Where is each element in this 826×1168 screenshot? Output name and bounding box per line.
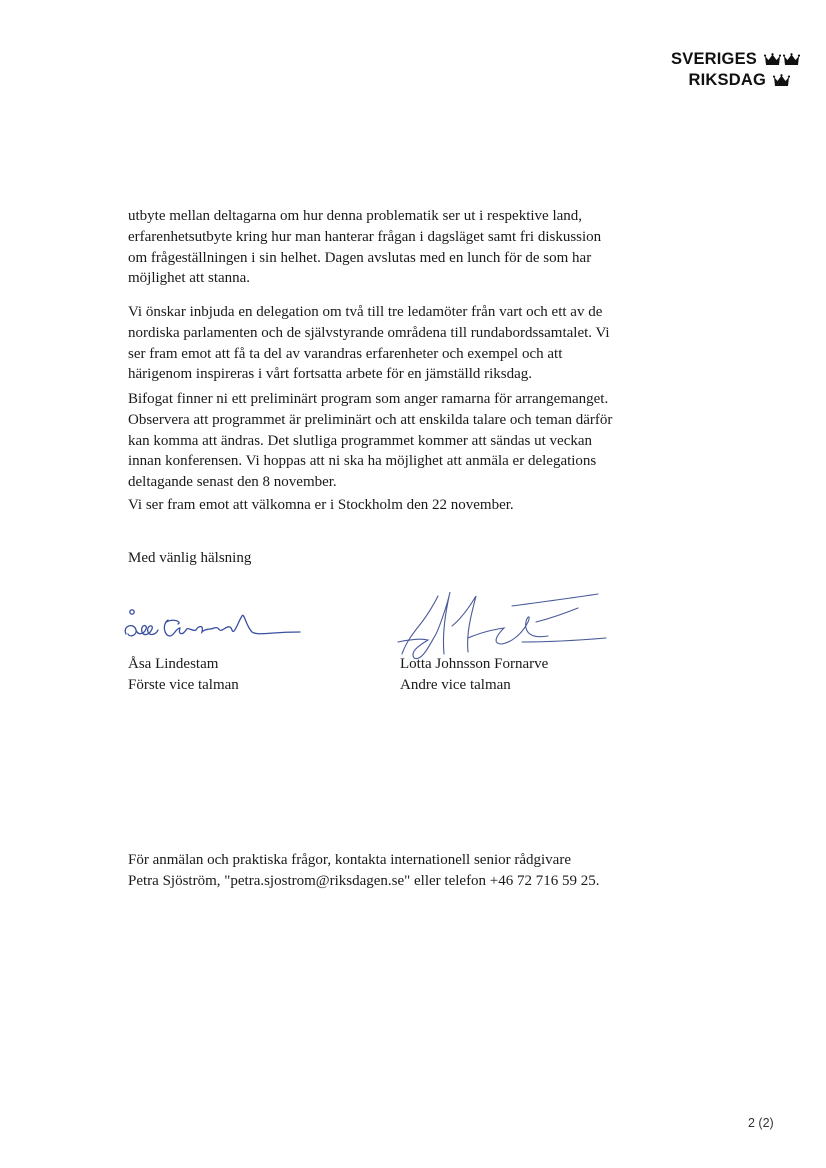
logo-line-1 bbox=[671, 50, 800, 69]
text-line: om frågeställningen i sin helhet. Dagen avslutas med en lunch för de som har bbox=[128, 249, 592, 266]
closing-greeting bbox=[128, 548, 668, 569]
signature-asa-lindestam bbox=[118, 602, 308, 652]
text-line: ser fram emot att få ta del av varandras erfarenheter och exempel och att bbox=[128, 345, 563, 362]
logo-text-sveriges: SVERIGES bbox=[671, 50, 757, 68]
page-number: 2 (2) bbox=[748, 1116, 774, 1130]
text-line: utbyte mellan deltagarna om hur denna problematik ser ut i respektive land, bbox=[128, 208, 583, 224]
text-line: Observera att programmet är preliminärt och att enskilda talare och teman därför bbox=[128, 411, 613, 428]
contact-line-1: För anmälan och praktiska frågor, kontakta internationell senior rådgivare bbox=[128, 852, 571, 868]
text-line: möjlighet att stanna. bbox=[128, 270, 251, 287]
closing-text: Med vänlig hälsning bbox=[128, 550, 252, 566]
paragraph-2 bbox=[128, 302, 668, 385]
crown-icon bbox=[764, 53, 781, 67]
text-line: Vi ser fram emot att välkomna er i Stockholm den 22 november. bbox=[128, 497, 514, 513]
contact-line-2: Petra Sjöström, "petra.sjostrom@riksdagen.se" eller telefon +46 72 716 59 25. bbox=[128, 872, 600, 889]
text-line: kan komma att ändras. Det slutliga programmet kommer att sändas ut veckan bbox=[128, 432, 593, 449]
text-line: erfarenhetsutbyte kring hur man hanterar frågan i dagsläget samt fri diskussion bbox=[128, 228, 602, 245]
paragraph-4 bbox=[128, 495, 668, 516]
text-line: härigenom inspireras i vårt fortsatta arbete för en jämställd riksdag. bbox=[128, 366, 533, 383]
paragraph-1 bbox=[128, 206, 668, 289]
signatory-2 bbox=[400, 654, 548, 696]
text-line: deltagande senast den 8 november. bbox=[128, 474, 337, 491]
signatory-1 bbox=[128, 654, 239, 696]
contact-info bbox=[128, 850, 600, 892]
text-line: Bifogat finner ni ett preliminärt program som anger ramarna för arrangemanget. bbox=[128, 391, 609, 407]
text-line: nordiska parlamenten och de självstyrande områdena till rundabordssamtalet. Vi bbox=[128, 324, 610, 341]
riksdag-logo bbox=[600, 50, 800, 94]
paragraph-3 bbox=[128, 389, 668, 493]
text-line: Vi önskar inbjuda en delegation om två till tre ledamöter från vart och ett av de bbox=[128, 304, 603, 320]
text-line: innan konferensen. Vi hoppas att ni ska ha möjlighet att anmäla er delegations bbox=[128, 453, 597, 470]
logo-text-riksdag: RIKSDAG bbox=[688, 71, 766, 89]
crowns-icon bbox=[762, 53, 800, 67]
crown-icon-single bbox=[771, 74, 790, 88]
signatory-name: Åsa Lindestam bbox=[128, 656, 219, 672]
crown-icon bbox=[783, 53, 800, 67]
logo-line-2 bbox=[689, 71, 791, 90]
signatory-title: Förste vice talman bbox=[128, 676, 239, 693]
signatory-name: Lotta Johnsson Fornarve bbox=[400, 656, 549, 672]
crown-icon bbox=[773, 74, 790, 88]
signatory-title: Andre vice talman bbox=[400, 676, 511, 693]
